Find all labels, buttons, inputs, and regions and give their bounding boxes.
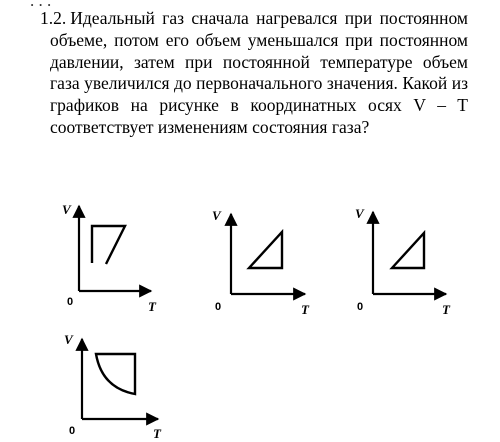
graph-4-curve <box>96 354 135 394</box>
graph-1-curve <box>92 226 125 264</box>
graph-2-x-label: T <box>301 302 309 317</box>
graph-2 <box>212 208 310 317</box>
graph-3-origin: 0 <box>357 301 364 313</box>
graph-2-curve <box>249 232 282 268</box>
graph-4-x-label: T <box>153 426 161 441</box>
graph-1-origin: 0 <box>67 296 74 308</box>
graph-1-y-label: V <box>62 202 71 217</box>
graph-1-x-label: T <box>148 299 156 314</box>
graph-2-y-label: V <box>212 208 221 223</box>
graph-3-x-label: T <box>442 302 450 317</box>
graph-3-curve <box>392 233 424 268</box>
graph-3 <box>355 206 451 317</box>
graph-4-y-label: V <box>64 332 73 347</box>
graph-2-origin: 0 <box>215 301 222 313</box>
previous-problem-fragment: . . . <box>30 0 52 10</box>
problem-number: 1.2. <box>40 8 67 28</box>
problem-text: Идеальный газ сначала нагревался при постоянном объеме, потом его объем уменьшался при постоянном давлении, затем при постоянной температуре объем газа увеличился до первоначального значения. Какой из графиков на рисунке в координатных осях V – T соответствует изменениям состояния газа? <box>50 8 468 137</box>
graph-4 <box>64 332 162 441</box>
graph-1 <box>62 202 157 314</box>
graph-4-origin: 0 <box>69 425 76 437</box>
graph-3-y-label: V <box>355 206 364 221</box>
